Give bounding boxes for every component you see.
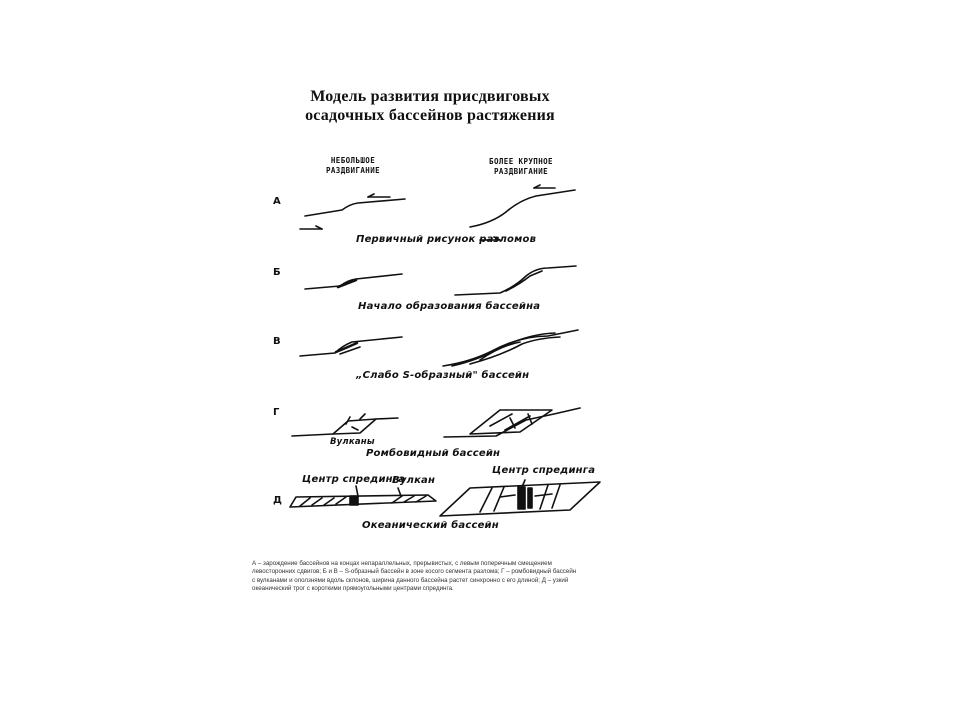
row-caption-b: Начало образования бассейна [358,301,541,312]
row-b-right-sketch [455,266,576,295]
row-label-d: Г [273,407,280,418]
figure-caption-line-1: А – зарождение бассейнов на концах непараллельных, прерывистых, с левым поперечным смещением [252,560,552,567]
column-heading-left-line-2: РАЗДВИГАНИЕ [325,166,381,175]
row-d-right-sketch [444,408,580,437]
column-heading-right [476,157,566,177]
annotation-spreading-center-left: Центр спрединга [302,474,406,485]
row-label-b: Б [273,267,281,278]
figure-caption-line-3: с вулканами и оползнями вдоль склонов, ширина данного бассейна растет синхронно с его длиной; Д – узкий [252,576,569,584]
page-title-line-1: Модель развития присдвиговых [310,88,550,105]
row-b-left-sketch [305,274,402,289]
column-heading-right-line-1: БОЛЕЕ КРУПНОЕ [489,157,553,166]
row-caption-e: Океанический бассейн [362,520,499,531]
row-c-left-sketch [300,337,402,356]
row-d-left-sketch [292,414,398,436]
annotation-volcano-d: Вулкан [392,475,436,486]
annotation-volcanoes-g: Вулканы [330,437,375,447]
row-a-right-sketch [470,185,575,240]
row-c-right-sketch [443,330,578,366]
figure-caption-line-4: океанический трог с короткими прямоугольными центрами спрединга. [252,585,454,593]
row-caption-c: „Слабо S-образный" бассейн [356,370,530,381]
annotation-spreading-center-right: Центр спрединга [492,465,596,476]
row-label-c: В [273,336,281,347]
figure-caption-line-2: левосторонних сдвигов; Б и В – S-образный бассейн в зоне косого сегмента разлома; Г – ромбовидный бассейн [252,568,577,576]
column-heading-left-line-1: НЕБОЛЬШОЕ [330,156,376,165]
row-caption-a: Первичный рисунок разломов [356,234,537,245]
row-label-e: Д [273,495,282,506]
figure-caption [252,560,576,594]
row-label-a: А [273,196,281,207]
row-e-right-sketch [440,480,600,516]
column-heading-left [318,156,388,176]
row-caption-d: Ромбовидный бассейн [366,448,501,459]
page-title-line-2: осадочных бассейнов растяжения [305,107,555,124]
row-a-left-sketch [300,194,405,229]
row-e-left-sketch [290,486,436,507]
column-heading-right-line-2: РАЗДВИГАНИЕ [493,167,549,176]
